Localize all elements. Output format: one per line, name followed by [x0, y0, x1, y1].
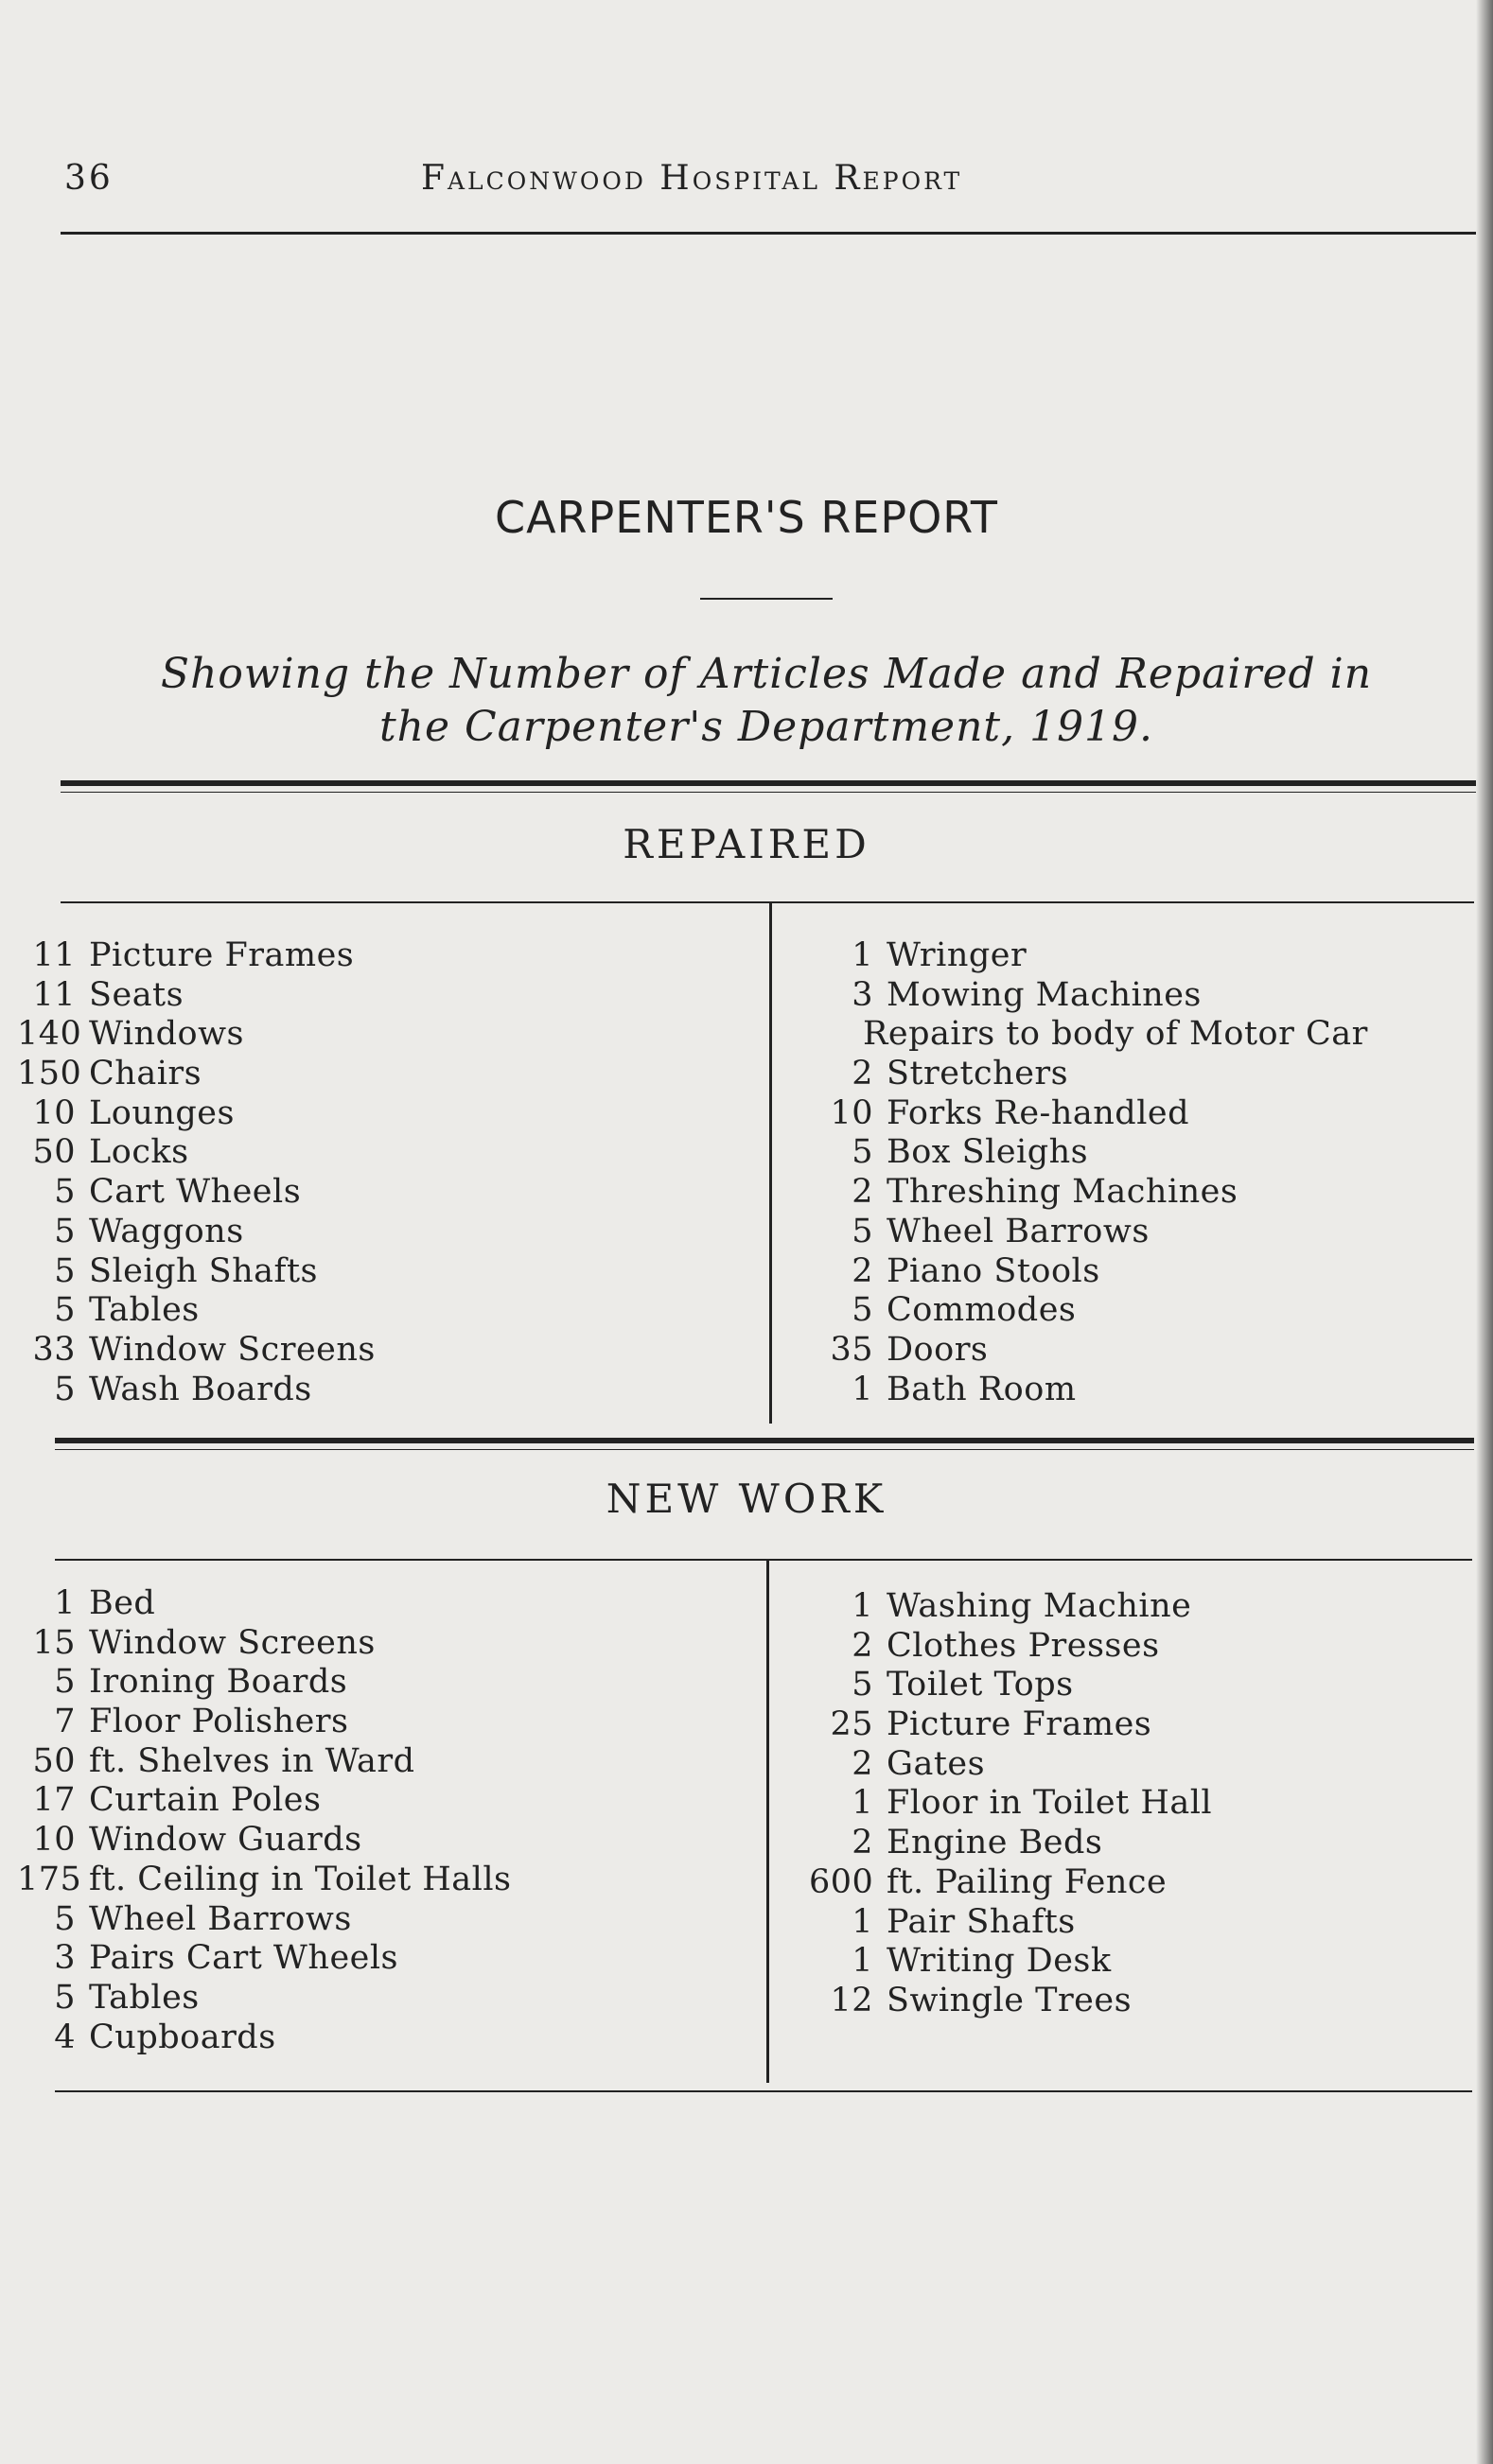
- list-item: [809, 1331, 1368, 1371]
- item-label: Engine Beds: [887, 1824, 1103, 1862]
- newwork-column-divider: [766, 1561, 769, 2083]
- list-item: [17, 976, 376, 1016]
- item-quantity: 2: [852, 1824, 873, 1862]
- item-label: Gates: [887, 1744, 986, 1783]
- list-item: [809, 1015, 1368, 1055]
- item-quantity: 10: [32, 1093, 76, 1132]
- list-item: [17, 1291, 376, 1331]
- list-item: [809, 1982, 1212, 2021]
- item-label: Cupboards: [89, 2018, 276, 2056]
- list-item: [17, 1861, 512, 1900]
- item-label: Cart Wheels: [89, 1173, 302, 1212]
- item-quantity: 1: [852, 936, 873, 974]
- item-quantity: 11: [32, 936, 76, 974]
- item-quantity: 2: [852, 1055, 873, 1093]
- item-quantity: 25: [830, 1705, 873, 1744]
- item-label: Washing Machine: [887, 1587, 1192, 1625]
- item-label: Picture Frames: [887, 1705, 1152, 1744]
- item-quantity: 33: [32, 1330, 76, 1369]
- item-quantity: 1: [852, 1784, 873, 1823]
- page-number: 36: [64, 159, 114, 198]
- item-label: Window Screens: [89, 1623, 376, 1662]
- newwork-right-column: [809, 1587, 1212, 2021]
- item-label: Tables: [89, 1291, 200, 1330]
- item-quantity: 2: [852, 1251, 873, 1290]
- list-item: [17, 936, 376, 976]
- list-item: [17, 2018, 512, 2058]
- item-label: Stretchers: [887, 1055, 1069, 1093]
- report-title: CARPENTER'S REPORT: [494, 492, 999, 543]
- section-heading-new-work: NEW WORK: [606, 1476, 887, 1522]
- list-item: [17, 1939, 512, 1979]
- page-header: [57, 159, 1471, 206]
- list-item: [17, 1094, 376, 1134]
- item-label: Wringer: [887, 936, 1028, 974]
- repaired-top-thick-rule: [61, 780, 1476, 786]
- list-item: [809, 1745, 1212, 1785]
- item-quantity: 2: [852, 1173, 873, 1212]
- item-label: Forks Re-handled: [887, 1093, 1190, 1132]
- title-dash: [700, 598, 833, 600]
- item-quantity: 1: [852, 1902, 873, 1941]
- item-quantity: 10: [32, 1821, 76, 1860]
- item-label: Waggons: [89, 1212, 244, 1250]
- list-item: [17, 1821, 512, 1861]
- item-label: Bed: [89, 1584, 156, 1622]
- item-label: Threshing Machines: [887, 1173, 1238, 1212]
- item-label: Lounges: [89, 1093, 235, 1132]
- item-quantity: 5: [54, 1212, 76, 1250]
- item-quantity: 4: [54, 2018, 76, 2056]
- item-label: Writing Desk: [887, 1942, 1112, 1981]
- list-item: [809, 1055, 1368, 1094]
- item-label: Tables: [89, 1978, 200, 2017]
- item-label: Ironing Boards: [89, 1663, 348, 1702]
- item-quantity: 17: [32, 1781, 76, 1820]
- item-quantity: 35: [830, 1330, 873, 1369]
- repaired-top-thin-rule: [61, 792, 1476, 793]
- list-item: [17, 1213, 376, 1252]
- section-heading-repaired: REPAIRED: [623, 821, 870, 867]
- list-item: [17, 1055, 376, 1094]
- list-item: [17, 1133, 376, 1173]
- item-quantity: 1: [852, 1942, 873, 1981]
- item-quantity: 50: [32, 1133, 76, 1172]
- list-item: [809, 1094, 1368, 1134]
- item-label: Wheel Barrows: [89, 1899, 352, 1938]
- item-label: Doors: [887, 1330, 989, 1369]
- list-item: [17, 1624, 512, 1664]
- item-label: ft. Pailing Fence: [887, 1862, 1168, 1901]
- item-quantity: 11: [32, 975, 76, 1014]
- item-label: Bath Room: [887, 1370, 1077, 1408]
- list-item: [17, 1015, 376, 1055]
- item-label: Commodes: [887, 1291, 1077, 1330]
- item-quantity: 50: [32, 1741, 76, 1780]
- item-quantity: 140: [17, 1015, 82, 1054]
- item-label: Curtain Poles: [89, 1781, 322, 1820]
- item-label: Windows: [89, 1015, 244, 1054]
- report-subtitle: Showing the Number of Articles Made and Repaired in the Carpenter's Department, 1919.: [160, 650, 1373, 751]
- item-quantity: 5: [852, 1291, 873, 1330]
- list-item: [809, 976, 1368, 1016]
- item-quantity: 5: [54, 1663, 76, 1702]
- list-item: [809, 1824, 1212, 1863]
- repaired-head-rule: [61, 901, 1474, 903]
- item-quantity: 2: [852, 1626, 873, 1665]
- item-label: Box Sleighs: [887, 1133, 1089, 1172]
- item-quantity: 1: [852, 1370, 873, 1408]
- list-item: [809, 1587, 1212, 1627]
- item-quantity: 10: [830, 1093, 873, 1132]
- item-label: Floor in Toilet Hall: [887, 1784, 1213, 1823]
- list-item: [809, 1784, 1212, 1824]
- bottom-rule: [55, 2090, 1472, 2092]
- list-item: [17, 1781, 512, 1821]
- list-item: [17, 1584, 512, 1624]
- list-item: [809, 1863, 1212, 1903]
- item-label: Wheel Barrows: [887, 1212, 1150, 1250]
- newwork-top-thin-rule: [55, 1449, 1474, 1450]
- newwork-left-column: [17, 1584, 512, 2057]
- newwork-head-rule: [55, 1559, 1472, 1561]
- list-item: [17, 1371, 376, 1410]
- item-quantity: 7: [54, 1703, 76, 1741]
- list-item: [17, 1900, 512, 1940]
- item-label: ft. Ceiling in Toilet Halls: [89, 1860, 512, 1898]
- header-rule: [61, 232, 1476, 235]
- item-quantity: 12: [830, 1981, 873, 2019]
- list-item: [809, 1252, 1368, 1292]
- item-label: Toilet Tops: [887, 1666, 1074, 1704]
- newwork-top-thick-rule: [55, 1438, 1474, 1443]
- item-quantity: 600: [809, 1862, 874, 1901]
- item-quantity: 150: [17, 1055, 82, 1093]
- item-label: Picture Frames: [89, 936, 355, 974]
- item-quantity: 5: [54, 1251, 76, 1290]
- item-quantity: 5: [54, 1291, 76, 1330]
- repaired-column-divider: [769, 903, 772, 1424]
- item-label: Floor Polishers: [89, 1703, 349, 1741]
- list-item: [17, 1663, 512, 1703]
- item-quantity: 5: [54, 1978, 76, 2017]
- item-quantity: 2: [852, 1744, 873, 1783]
- page-edge-shadow: [1476, 0, 1493, 2464]
- list-item: [809, 1133, 1368, 1173]
- list-item: [809, 1942, 1212, 1982]
- list-item: [809, 1627, 1212, 1667]
- item-label: Locks: [89, 1133, 189, 1172]
- repaired-left-column: [17, 936, 376, 1409]
- item-quantity: 1: [54, 1584, 76, 1622]
- repaired-right-column: [809, 936, 1368, 1409]
- item-quantity: 3: [852, 975, 873, 1014]
- item-quantity: 5: [54, 1899, 76, 1938]
- list-item: [809, 1666, 1212, 1705]
- item-label: Clothes Presses: [887, 1626, 1160, 1665]
- item-label: Chairs: [89, 1055, 202, 1093]
- list-item: [809, 936, 1368, 976]
- list-item: [809, 1371, 1368, 1410]
- list-item: [809, 1291, 1368, 1331]
- list-item: [17, 1742, 512, 1782]
- item-label: Pair Shafts: [887, 1902, 1076, 1941]
- list-item: [809, 1903, 1212, 1943]
- item-quantity: 1: [852, 1587, 873, 1625]
- list-item: [17, 1331, 376, 1371]
- item-label: Piano Stools: [887, 1251, 1100, 1290]
- item-label: Window Screens: [89, 1330, 376, 1369]
- list-item: [17, 1173, 376, 1213]
- list-item: [17, 1703, 512, 1742]
- list-item: [809, 1213, 1368, 1252]
- item-label: Wash Boards: [89, 1370, 312, 1408]
- item-label: Repairs to body of Motor Car: [863, 1015, 1368, 1054]
- item-label: Seats: [89, 975, 184, 1014]
- item-quantity: 175: [17, 1860, 82, 1898]
- item-quantity: 5: [852, 1666, 873, 1704]
- list-item: [809, 1173, 1368, 1213]
- item-label: Swingle Trees: [887, 1981, 1133, 2019]
- item-label: Pairs Cart Wheels: [89, 1939, 399, 1978]
- running-title: Falconwood Hospital Report: [421, 159, 963, 198]
- item-quantity: 15: [32, 1623, 76, 1662]
- list-item: [17, 1979, 512, 2018]
- item-quantity: 5: [54, 1173, 76, 1212]
- list-item: [809, 1705, 1212, 1745]
- item-quantity: 5: [852, 1133, 873, 1172]
- item-quantity: 5: [852, 1212, 873, 1250]
- item-label: Window Guards: [89, 1821, 362, 1860]
- item-quantity: 5: [54, 1370, 76, 1408]
- item-label: Sleigh Shafts: [89, 1251, 319, 1290]
- list-item: [17, 1252, 376, 1292]
- item-label: ft. Shelves in Ward: [89, 1741, 415, 1780]
- item-quantity: 3: [54, 1939, 76, 1978]
- item-label: Mowing Machines: [887, 975, 1202, 1014]
